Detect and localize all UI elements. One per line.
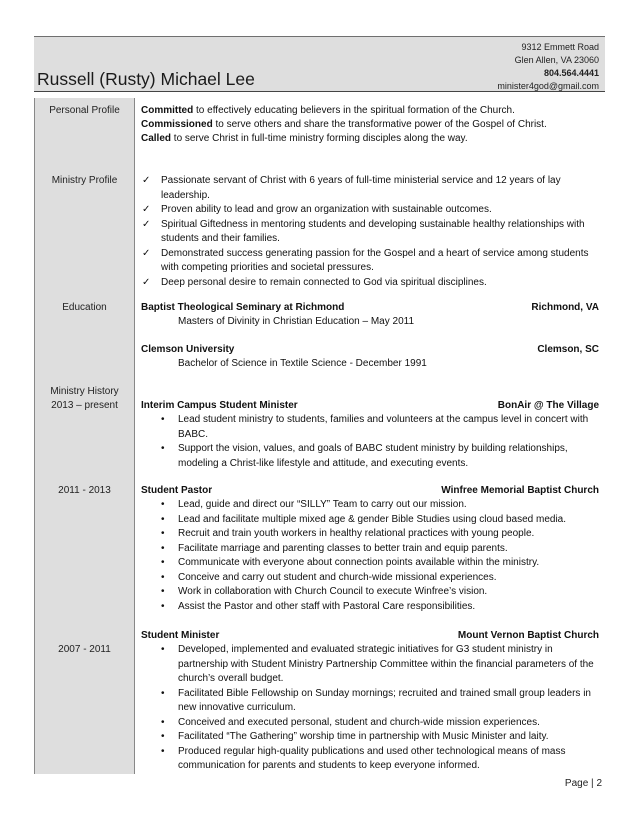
profile-line: Committed to effectively educating believers in the spiritual formation of the Church. [141,105,515,116]
education-entry [141,301,599,329]
list-item: • Developed, implemented and evaluated strategic initiatives for G3 student ministry in partnership with Student Ministry Partnership Committee within the financial parameters of the church’s overall budget. [161,644,594,684]
school-location: Richmond, VA [531,302,599,313]
job-entry [141,484,599,614]
degree: Bachelor of Science in Textile Science - December 1991 [178,358,427,369]
school-name: Baptist Theological Seminary at Richmond [141,302,345,313]
education-entry [141,343,599,371]
bullet-icon: • [161,731,165,742]
profile-line: Commissioned to serve others and share the transformative power of the Gospel of Christ. [141,119,547,130]
page-separator: | [591,778,594,789]
list-item: • Assist the Pastor and other staff with Pastoral Care responsibilities. [141,600,599,615]
list-item: • Communicate with everyone about connection points available within the ministry. [141,556,599,571]
address-line-1: 9312 Emmett Road [521,42,599,52]
list-item: • Produced regular high-quality publications and used other technological means of mass communication for parents and students to keep everyone informed. [161,745,566,771]
job-title: Student Minister [141,630,220,641]
bullet-icon: • [161,542,165,554]
personal-profile-text [141,104,599,146]
list-item: • Lead and facilitate multiple mixed age & gender Bible Studies using cloud based media. [141,513,599,528]
address-line-2: Glen Allen, VA 23060 [514,55,599,65]
list-item: • Lead student ministry to students, families and volunteers at the campus level in concert with BABC. [161,414,589,440]
section-label-column [34,98,135,774]
list-item: ✓ Proven ability to lead and grow an organization with sustainable outcomes. [141,203,599,218]
bullet-icon: • [161,600,165,612]
bullet-icon: • [161,571,165,583]
list-item: ✓ Deep personal desire to remain connected to God via spiritual disciplines. [141,276,599,291]
bullet-icon: • [161,716,165,728]
job-organization: BonAir @ The Village [497,400,599,411]
check-icon: ✓ [142,247,151,259]
list-item: ✓ Demonstrated success generating passion for the Gospel and a heart of service among students with competing priorities and societal pressures. [142,247,589,273]
list-item: ✓ Passionate servant of Christ with 6 years of full-time ministerial service and 12 years of lay leadership. [142,175,561,201]
job-title: Interim Campus Student Minister [141,400,298,411]
label-education: Education [62,302,107,313]
label-ministry-history: Ministry History 2013 – present [50,386,119,411]
check-icon: ✓ [142,276,151,288]
page-label: Page [564,778,589,789]
bullet-icon: • [161,745,165,757]
page-number: 2 [596,778,602,789]
list-item: • Recruit and train youth workers in healthy relational practices with young people. [141,527,599,542]
ministry-profile-list [141,174,599,290]
list-item: ✓ Spiritual Giftedness in mentoring students and developing sustainable healthy relationships with students and their families. [142,218,585,244]
list-item: • Facilitated “The Gathering” worship time in partnership with Music Minister and laity. [141,730,599,745]
page-footer [565,778,602,789]
bullet-icon: • [161,557,165,568]
bullet-icon: • [161,513,165,525]
job-title: Student Pastor [141,485,213,496]
bullet-icon: • [161,499,165,510]
email-address: minister4god@gmail.com [497,81,599,91]
bullet-icon: • [161,644,165,655]
profile-line: Called to serve Christ in full-time ministry forming disciples along the way. [141,133,468,144]
bullet-icon: • [161,687,165,699]
check-icon: ✓ [142,204,151,215]
candidate-name: Russell (Rusty) Michael Lee [37,69,255,89]
job-entry [141,629,599,774]
check-icon: ✓ [142,175,151,186]
list-item: • Work in collaboration with Church Council to execute Winfree’s vision. [141,585,599,600]
bullet-icon: • [161,443,165,454]
list-item: • Facilitate marriage and parenting classes to better train and equip parents. [141,542,599,557]
bullet-icon: • [161,586,165,597]
check-icon: ✓ [142,218,151,230]
label-personal-profile: Personal Profile [49,105,120,116]
job-organization: Mount Vernon Baptist Church [457,630,599,641]
phone-number: 804.564.4441 [543,68,599,78]
job-entry [141,399,599,471]
school-location: Clemson, SC [537,344,599,355]
list-item: • Facilitated Bible Fellowship on Sunday mornings; recruited and trained small group leaders in new innovative curriculum. [161,687,591,713]
list-item: • Support the vision, values, and goals of BABC student ministry by building relationships, modeling a Christ-like lifestyle and attitude, and executing events. [161,443,568,469]
job-organization: Winfree Memorial Baptist Church [441,485,599,496]
list-item: • Conceive and carry out student and church-wide missional experiences. [141,571,599,586]
degree: Masters of Divinity in Christian Education – May 2011 [178,316,415,327]
label-ministry-profile: Ministry Profile [51,175,118,186]
contact-block [497,41,599,93]
job-dates: 2007 - 2011 [58,644,111,655]
bullet-icon: • [161,414,165,425]
list-item: • Conceived and executed personal, student and church-wide mission experiences. [141,716,599,731]
list-item: • Lead, guide and direct our “SILLY” Team to carry out our mission. [141,498,599,513]
school-name: Clemson University [141,344,235,355]
bullet-icon: • [161,528,165,539]
header-divider [34,91,605,92]
job-dates: 2011 - 2013 [58,485,111,496]
resume-header [34,36,605,92]
